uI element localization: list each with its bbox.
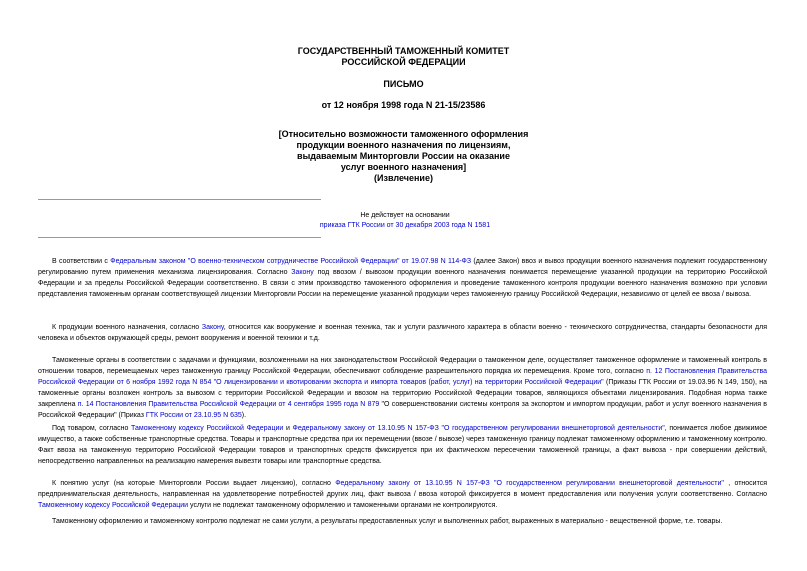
issuer-line-1: ГОСУДАРСТВЕННЫЙ ТАМОЖЕННЫЙ КОМИТЕТ: [297, 46, 510, 56]
p4-link-law-157[interactable]: Федеральному закону от 13.10.95 N 157-ФЗ "О государственном регулировании внешнеторговой деятельности": [292, 425, 665, 432]
p3-link-order-635[interactable]: ГТК России от 23.10.95 N 635: [145, 412, 242, 419]
p1-text-3: под ввозом / вывозом продукции военного назначения понимается перемещение указанной продукции на территорию Российской Федерации и за пределы Российской Федерации соответственно. В связи с этим производство таможенного оформления и проведение таможенного контроля продукции военного назначения возможно при условии представления таможенным органам соответствующей лицензии Минторговли России на перемещение указанной продукции через таможенную границу Российской Федерации, независимо от целей ее ввоза / вывоза.: [38, 269, 767, 298]
title-line-2: продукции военного назначения по лицензиям,: [296, 140, 511, 150]
title-line-3: выдаваемым Минторговли России на оказание: [297, 151, 510, 161]
paragraph-6: [38, 516, 767, 527]
p5-text-1: К понятию услуг (на которые Минторговли России выдает лицензию), согласно: [52, 480, 336, 487]
status-notice: [300, 211, 510, 231]
p2-text-2: , относится как вооружение и военная техника, так и услуги различного характера в области военно - технического сотрудничества, стандарты безопасности для человека и объектов окружающей среды, ремонт вооружения и военной техники и т.д.: [38, 324, 767, 342]
p1-text-2: (далее Закон) ввоз и вывоз продукции военного назначения подлежит государственному регулированию путем применения механизма лицензирования. Согласно: [38, 258, 767, 276]
title-line-1: [Относительно возможности таможенного оформления: [278, 129, 529, 139]
p4-text-2: и: [283, 425, 293, 432]
p3-text-3: "О совершенствовании системы контроля за экспортом и импортом продукции, работ и услуг военного назначения в Российской Федерации" (Приказ: [38, 401, 767, 419]
document-date: от 12 ноября 1998 года N 21-15/23586: [321, 100, 486, 110]
status-notice-text: Не действует на основании: [360, 212, 450, 219]
p1-text-1: В соответствии с: [52, 258, 111, 265]
p3-text-4: ).: [241, 412, 247, 419]
paragraph-4: [38, 423, 767, 467]
p5-text-3: услуги не подлежат таможенному оформлению и таможенными органами не контролируются.: [188, 502, 498, 509]
document-type: ПИСЬМО: [383, 79, 424, 89]
p5-link-law-157[interactable]: Федеральному закону от 13.10.95 N 157-ФЗ "О государственном регулировании внешнеторговой деятельности": [335, 480, 724, 487]
p3-link-resolution-854[interactable]: п. 12 Постановления Правительства Российской Федерации от 6 ноября 1992 года N 854 "О лицензировании и квотировании экспорта и импорта товаров (работ, услуг) на территории Российской Федерации": [38, 368, 767, 386]
p3-text-2: (Приказы ГТК России от 19.03.96 N 149, 150), на таможенные органы возложен контроль за вывозом с территории Российской Федерации и ввозом на территорию Российской Федерации товаров, являющихся объектами лицензирования. Подобная норма также закреплена: [38, 379, 768, 408]
title-line-4: услуг военного назначения]: [340, 162, 467, 172]
p6-text-1: Таможенному оформлению и таможенному контролю подлежат не сами услуги, а результаты предоставленных услуг и выполненных работ, выраженных в материально - вещественной форме, т.е. товары.: [52, 518, 723, 525]
divider-top: [38, 199, 321, 200]
paragraph-2: [38, 322, 767, 344]
title-line-5: (Извлечение): [374, 173, 433, 183]
paragraph-3: [38, 355, 767, 421]
p1-link-federal-law[interactable]: Федеральным законом "О военно-техническом сотрудничестве Российской Федерации" от 19.07.98 N 114-ФЗ: [110, 258, 472, 265]
p4-link-customs-code[interactable]: Таможенному кодексу Российской Федерации: [131, 425, 284, 432]
p4-text-1: Под товаром, согласно: [52, 425, 132, 432]
paragraph-1: [38, 256, 767, 300]
status-notice-link[interactable]: приказа ГТК России от 30 декабря 2003 года N 1581: [319, 222, 491, 229]
issuer-line-2: РОССИЙСКОЙ ФЕДЕРАЦИИ: [341, 57, 466, 67]
p3-link-resolution-879[interactable]: п. 14 Постановления Правительства Российской Федерации от 4 сентября 1995 года N 879: [77, 401, 380, 408]
p4-text-3: , понимается любое движимое имущество, а также собственные транспортные средства. Товары и транспортные средства при их перемещении (ввозе / вывозе) через таможенную границу подлежат таможенному оформлению и таможенному контролю. Факт ввоза на таможенную территорию Российской Федерации товаров и транспортных средств фиксируется при их фактическом пересечении таможенной границы, а факт вывоза - при совершении действий, непосредственно направленных на реализацию намерения вывезти товары или транспортные средства.: [38, 425, 767, 465]
paragraph-5: [38, 478, 767, 511]
divider-bottom: [38, 237, 321, 238]
p3-text-1: Таможенные органы в соответствии с задачами и функциями, возложенными на них законодательством Российской Федерации о таможенном деле, осуществляет таможенное оформление и таможенный контроль в отношении товаров, перемещаемых через таможенную границу Российской Федерации, обеспечивают соблюдение разрешительного порядка их перемещения. Кроме того, согласно: [38, 357, 767, 375]
p5-link-customs-code[interactable]: Таможенному кодексу Российской Федерации: [38, 502, 189, 509]
p5-text-2: , относится предпринимательская деятельность, направленная на удовлетворение потребностей других лиц, факт вывоза / ввоза которой фиксируется в момент предоставления или получения услуги соответственно. Согласно: [38, 480, 767, 498]
p2-link-law[interactable]: Закону: [201, 324, 224, 331]
p1-link-law[interactable]: Закону: [291, 269, 314, 276]
p2-text-1: К продукции военного назначения, согласно: [52, 324, 202, 331]
